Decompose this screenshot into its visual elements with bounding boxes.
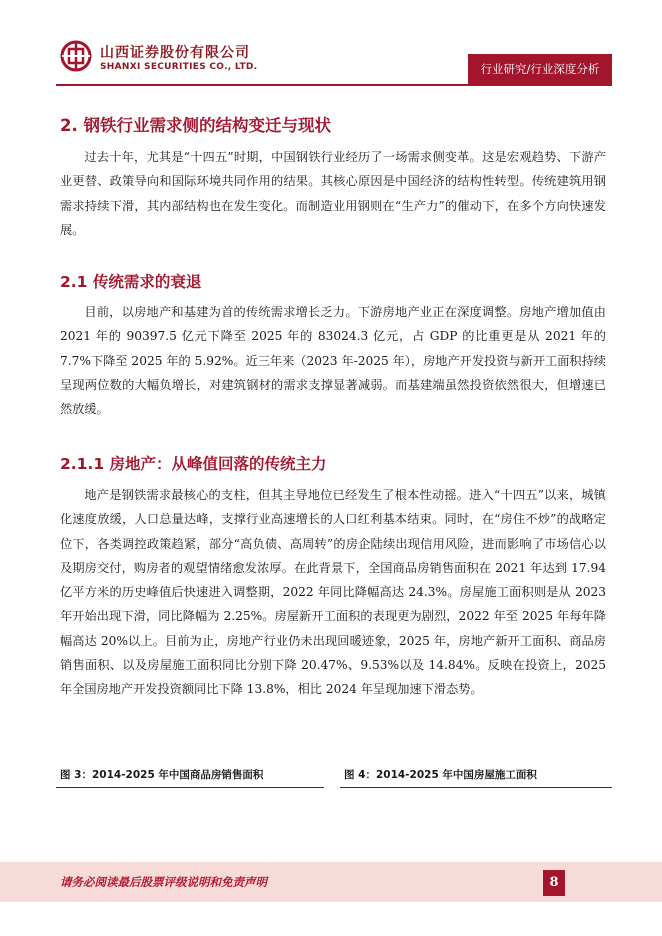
- section-heading-2-1-1: 2.1.1 房地产：从峰值回落的传统主力: [60, 455, 327, 473]
- figure-3-rule: [56, 787, 324, 788]
- page-header: [0, 0, 662, 90]
- section-2-1-1-paragraph: 地产是钢铁需求最核心的支柱，但其主导地位已经发生了根本性动摇。进入“十四五”以来，城镇化速度放缓，人口总量达峰，支撑行业高速增长的人口红利基本结束。同时，在“房住不炒”的战略定位下，各类调控政策趋紧，部分“高负债、高周转”的房企陆续出现信用风险，进而影响了市场信心以及期房交付，购房者的观望情绪愈发浓厚。在此背景下，全国商品房销售面积在 2021 年达到 17.94 亿平方米的历史峰值后快速进入调整期，2022 年同比降幅高达 24.3%。房屋施工面积则是从 2023 年开始出现下滑，同比降幅为 2.25%。房屋新开工面积的表现更为剧烈，2022 年至 2025 年每年降幅高达 20%以上。目前为止，房地产行业仍未出现回暖迹象，2025 年，房地产新开工面积、商品房销售面积、以及房屋施工面积同比分别下降 20.47%、9.53%以及 14.84%。反映在投资上，2025 年全国房地产开发投资额同比下降 13.8%，相比 2024 年呈现加速下滑态势。: [60, 488, 606, 697]
- header-divider: [56, 84, 612, 86]
- section-2-1-paragraph: 目前，以房地产和基建为首的传统需求增长乏力。下游房地产业正在深度调整。房地产增加值由 2021 年的 90397.5 亿元下降至 2025 年的 83024.3 亿元，占 GDP 的比重更是从 2021 年的 7.7%下降至 2025 年的 5.92%。近三年来（2023 年-2025 年），房地产开发投资与新开工面积持续呈现两位数的大幅负增长，对建筑钢材的需求支撑显著减弱。而基建端虽然投资依然很大，但增速已然放缓。: [60, 305, 606, 417]
- section-heading-2-1: 2.1 传统需求的衰退: [60, 273, 202, 291]
- figure-4-rule: [340, 787, 612, 788]
- shanxi-securities-logo-icon: [60, 40, 92, 72]
- page-number: 8: [543, 870, 565, 896]
- disclaimer-notice: 请务必阅读最后股票评级说明和免责声明: [60, 875, 267, 889]
- section-heading-2: 2. 钢铁行业需求侧的结构变迁与现状: [60, 116, 331, 135]
- section-2-paragraph: 过去十年，尤其是“十四五”时期，中国钢铁行业经历了一场需求侧变革。这是宏观趋势、下游产业更替、政策导向和国际环境共同作用的结果。其核心原因是中国经济的结构性转型。传统建筑用钢需求持续下滑，其内部结构也在发生变化。而制造业用钢则在“生产力”的催动下，在多个方向快速发展。: [60, 150, 606, 237]
- page-footer: [0, 862, 662, 902]
- figure-4-caption: 图 4：2014-2025 年中国房屋施工面积: [344, 769, 537, 781]
- company-name-en: SHANXI SECURITIES CO., LTD.: [100, 62, 258, 72]
- report-type-tag: 行业研究/行业深度分析: [468, 54, 612, 84]
- company-name-cn: 山西证券股份有限公司: [100, 45, 250, 61]
- figure-3-caption: 图 3：2014-2025 年中国商品房销售面积: [60, 769, 264, 781]
